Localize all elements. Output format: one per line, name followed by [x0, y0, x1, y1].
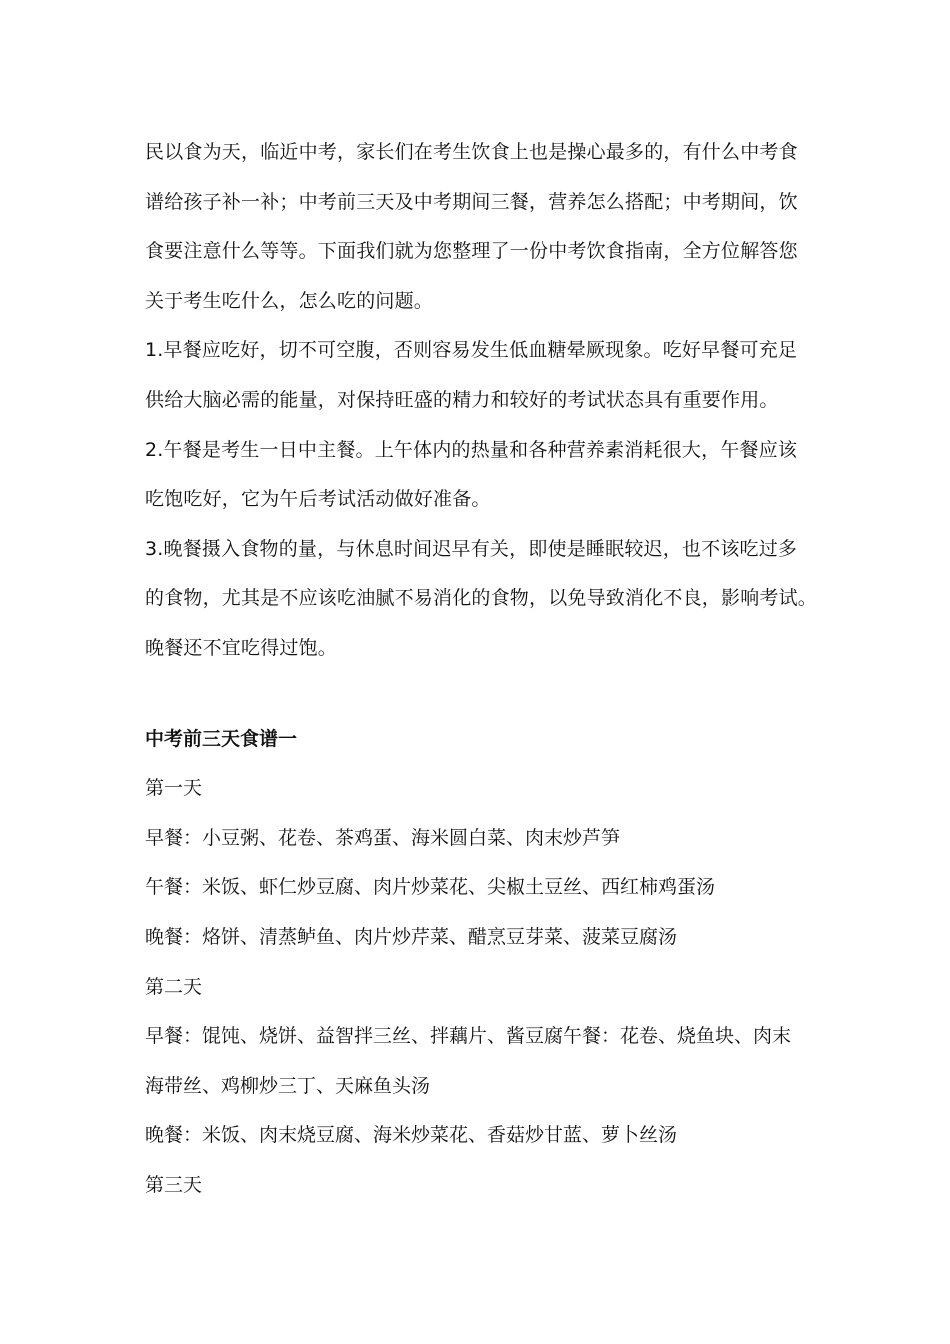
tip-line: 1.早餐应吃好，切不可空腹，否则容易发生低血糖晕厥现象。吃好早餐可充足 — [145, 339, 798, 362]
menu-heading: 中考前三天食谱一 — [145, 727, 298, 750]
day-label: 第二天 — [145, 975, 203, 998]
meal-line: 晚餐：米饭、肉末烧豆腐、海米炒菜花、香菇炒甘蓝、萝卜丝汤 — [145, 1124, 678, 1147]
meal-line: 午餐：米饭、虾仁炒豆腐、肉片炒菜花、尖椒土豆丝、西红柿鸡蛋汤 — [145, 876, 716, 899]
intro-paragraph — [145, 128, 810, 326]
intro-line: 谱给孩子补一补；中考前三天及中考期间三餐，营养怎么搭配；中考期间，饮 — [145, 190, 798, 213]
tip-line: 的食物，尤其是不应该吃油腻不易消化的食物，以免导致消化不良，影响考试。 — [145, 587, 818, 610]
day-label: 第三天 — [145, 1173, 203, 1196]
tip-lunch — [145, 426, 810, 525]
tip-breakfast — [145, 326, 810, 425]
intro-line: 民以食为天，临近中考，家长们在考生饮食上也是操心最多的，有什么中考食 — [145, 141, 798, 163]
tip-line: 晚餐还不宜吃得过饱。 — [145, 636, 338, 659]
tip-line: 2.午餐是考生一日中主餐。上午体内的热量和各种营养素消耗很大，午餐应该 — [145, 438, 798, 461]
meal-line: 早餐：馄饨、烧饼、益智拌三丝、拌藕片、酱豆腐午餐：花卷、烧鱼块、肉末 — [145, 1025, 792, 1048]
tip-line: 供给大脑必需的能量，对保持旺盛的精力和较好的考试状态具有重要作用。 — [145, 388, 779, 411]
meal-line: 晚餐：烙饼、清蒸鲈鱼、肉片炒芹菜、醋烹豆芽菜、菠菜豆腐汤 — [145, 925, 678, 948]
tip-dinner — [145, 525, 818, 674]
meal-line: 早餐：小豆粥、花卷、茶鸡蛋、海米圆白菜、肉末炒芦笋 — [145, 826, 621, 849]
tip-line: 吃饱吃好，它为午后考试活动做好准备。 — [145, 488, 491, 511]
tip-line: 3.晚餐摄入食物的量，与休息时间迟早有关，即使是睡眠较迟，也不该吃过多 — [145, 537, 798, 560]
meal-line: 海带丝、鸡柳炒三丁、天麻鱼头汤 — [145, 1074, 431, 1097]
intro-line: 关于考生吃什么，怎么吃的问题。 — [145, 289, 434, 312]
intro-line: 食要注意什么等等。下面我们就为您整理了一份中考饮食指南，全方位解答您 — [145, 240, 798, 263]
menu-list — [145, 764, 810, 1210]
document-page — [145, 128, 818, 1210]
day-label: 第一天 — [145, 777, 203, 800]
